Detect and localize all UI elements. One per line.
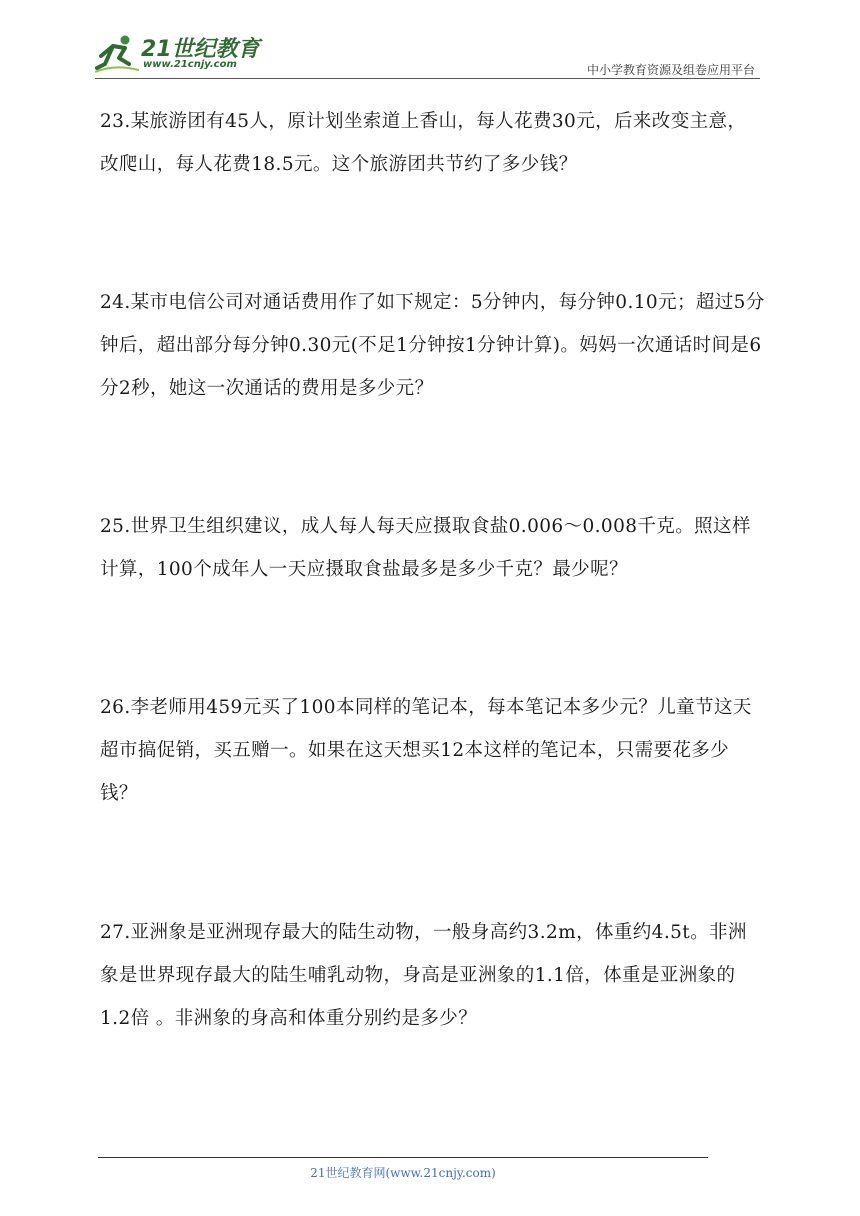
footer-text[interactable]: 21世纪教育网(www.21cnjy.com) (310, 1166, 496, 1180)
question-25: 25.世界卫生组织建议，成人每人每天应摄取食盐0.006～0.008千克。照这样计算，100个成年人一天应摄取食盐最多是多少千克？最少呢？ (100, 516, 751, 580)
platform-name: 中小学教育资源及组卷应用平台 (586, 63, 755, 77)
logo-brand: 21世纪教育 (141, 37, 260, 62)
logo (95, 30, 265, 76)
question-24: 24.某市电信公司对通话费用作了如下规定：5分钟内，每分钟0.10元；超过5分钟后，超出部分每分钟0.30元(不足1分钟按1分钟计算)。妈妈一次通话时间是6分2秒，她这一次通话的费用是多少元？ (100, 292, 765, 399)
question-23: 23.某旅游团有45人，原计划坐索道上香山，每人花费30元，后来改变主意，改爬山，每人花费18.5元。这个旅游团共节约了多少钱？ (100, 111, 747, 175)
question-27: 27.亚洲象是亚洲现存最大的陆生动物，一般身高约3.2m，体重约4.5t。非洲象是世界现存最大的陆生哺乳动物，身高是亚洲象的1.1倍，体重是亚洲象的1.2倍 。非洲象的身高和体重分别约是多少？ (100, 922, 747, 1029)
page-header (95, 30, 760, 78)
header-divider (95, 78, 760, 79)
footer-divider (98, 1157, 708, 1158)
question-26: 26.李老师用459元买了100本同样的笔记本，每本笔记本多少元？儿童节这天超市搞促销，买五赠一。如果在这天想买12本这样的笔记本，只需要花多少钱？ (100, 697, 752, 804)
logo-url: www.21cnjy.com (143, 59, 237, 70)
runner-logo-icon (95, 34, 139, 74)
